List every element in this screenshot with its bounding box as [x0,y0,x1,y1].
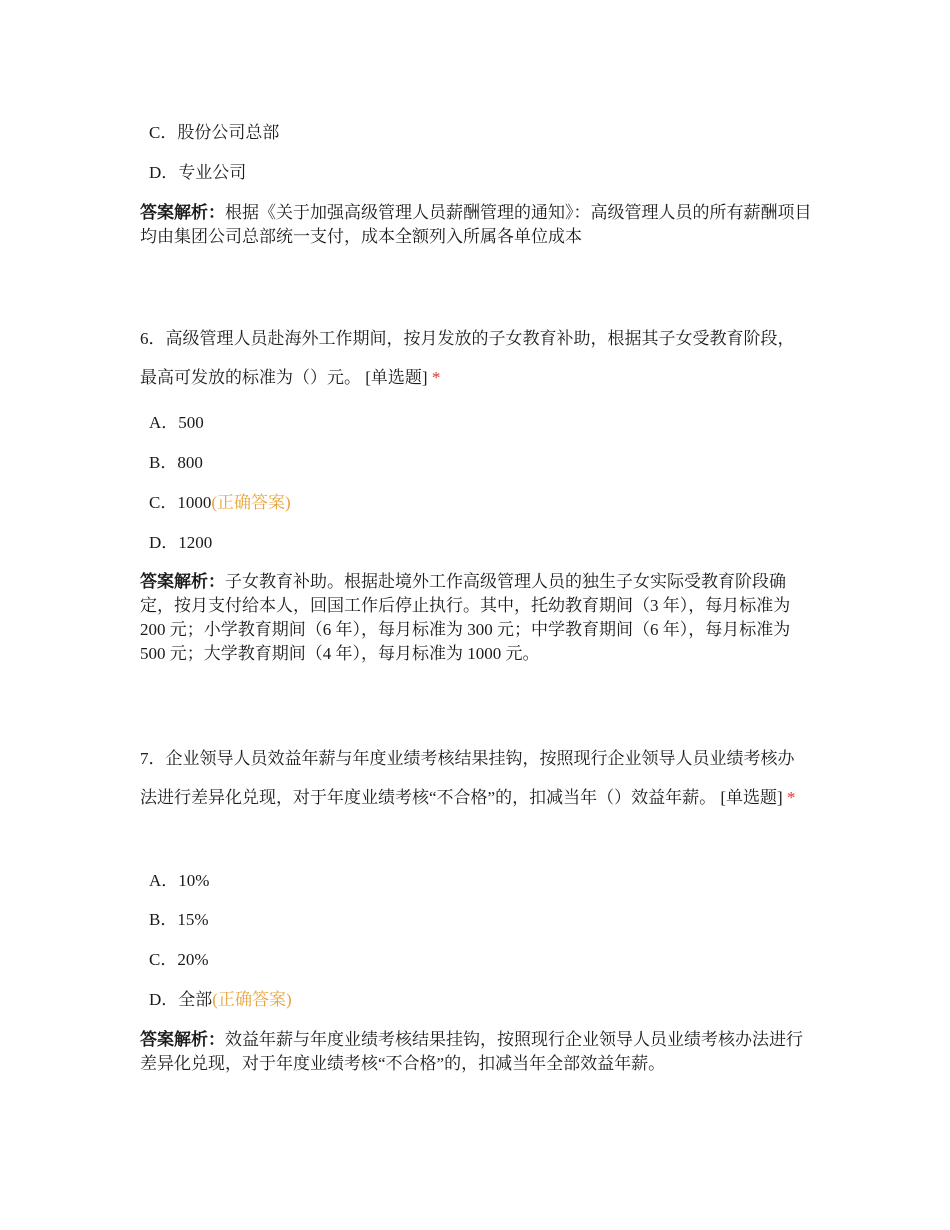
q6-option-d: D．1200 [149,533,213,552]
q7-option-d: D．全部(正确答案) [149,990,292,1009]
q6-option-b: B．800 [149,453,203,472]
q7-option-a: A．10% [149,871,210,890]
analysis-text: 子女教育补助。根据赴境外工作高级管理人员的独生子女实际受教育阶段确定，按月支付给本人，回国工作后停止执行。其中，托幼教育期间（3 年），每月标准为 200 元；小学教育期间（6 年），每月标准为 300 元；中学教育期间（6 年），每月标准为 500 元；大学教育期间（4 年），每月标准为 1000 元。 [140,572,791,663]
q6-answer-analysis [140,570,815,666]
q5-option-c: C．股份公司总部 [149,123,280,142]
analysis-label: 答案解析： [140,572,225,591]
question-type-tag: [单选题] [720,788,783,807]
q6-question-text: 6．高级管理人员赴海外工作期间，按月发放的子女教育补助，根据其子女受教育阶段，最高可发放的标准为（）元。 [单选题] * [140,329,795,387]
analysis-label: 答案解析： [140,1030,225,1049]
analysis-label: 答案解析： [140,203,225,222]
q7-option-c: C．20% [149,950,209,969]
correct-answer-tag: (正确答案) [212,990,292,1009]
q7-question-text: 7．企业领导人员效益年薪与年度业绩考核结果挂钩，按照现行企业领导人员业绩考核办法进行差异化兑现，对于年度业绩考核“不合格”的，扣减当年（）效益年薪。 [单选题] * [140,749,796,807]
analysis-text: 效益年薪与年度业绩考核结果挂钩，按照现行企业领导人员业绩考核办法进行差异化兑现，对于年度业绩考核“不合格”的，扣减当年全部效益年薪。 [140,1030,803,1073]
q7-answer-analysis [140,1028,815,1076]
correct-answer-tag: (正确答案) [211,493,291,512]
q7-option-b: B．15% [149,910,209,929]
required-mark: * [431,368,441,387]
required-mark: * [786,788,796,807]
analysis-text: 根据《关于加强高级管理人员薪酬管理的通知》：高级管理人员的所有薪酬项目均由集团公司总部统一支付，成本全额列入所属各单位成本 [140,203,812,246]
q6-option-a: A．500 [149,413,204,432]
q6-option-c: C．1000(正确答案) [149,493,291,512]
q5-option-d: D．专业公司 [149,163,247,182]
question-type-tag: [单选题] [365,368,428,387]
q5-answer-analysis [140,201,815,249]
